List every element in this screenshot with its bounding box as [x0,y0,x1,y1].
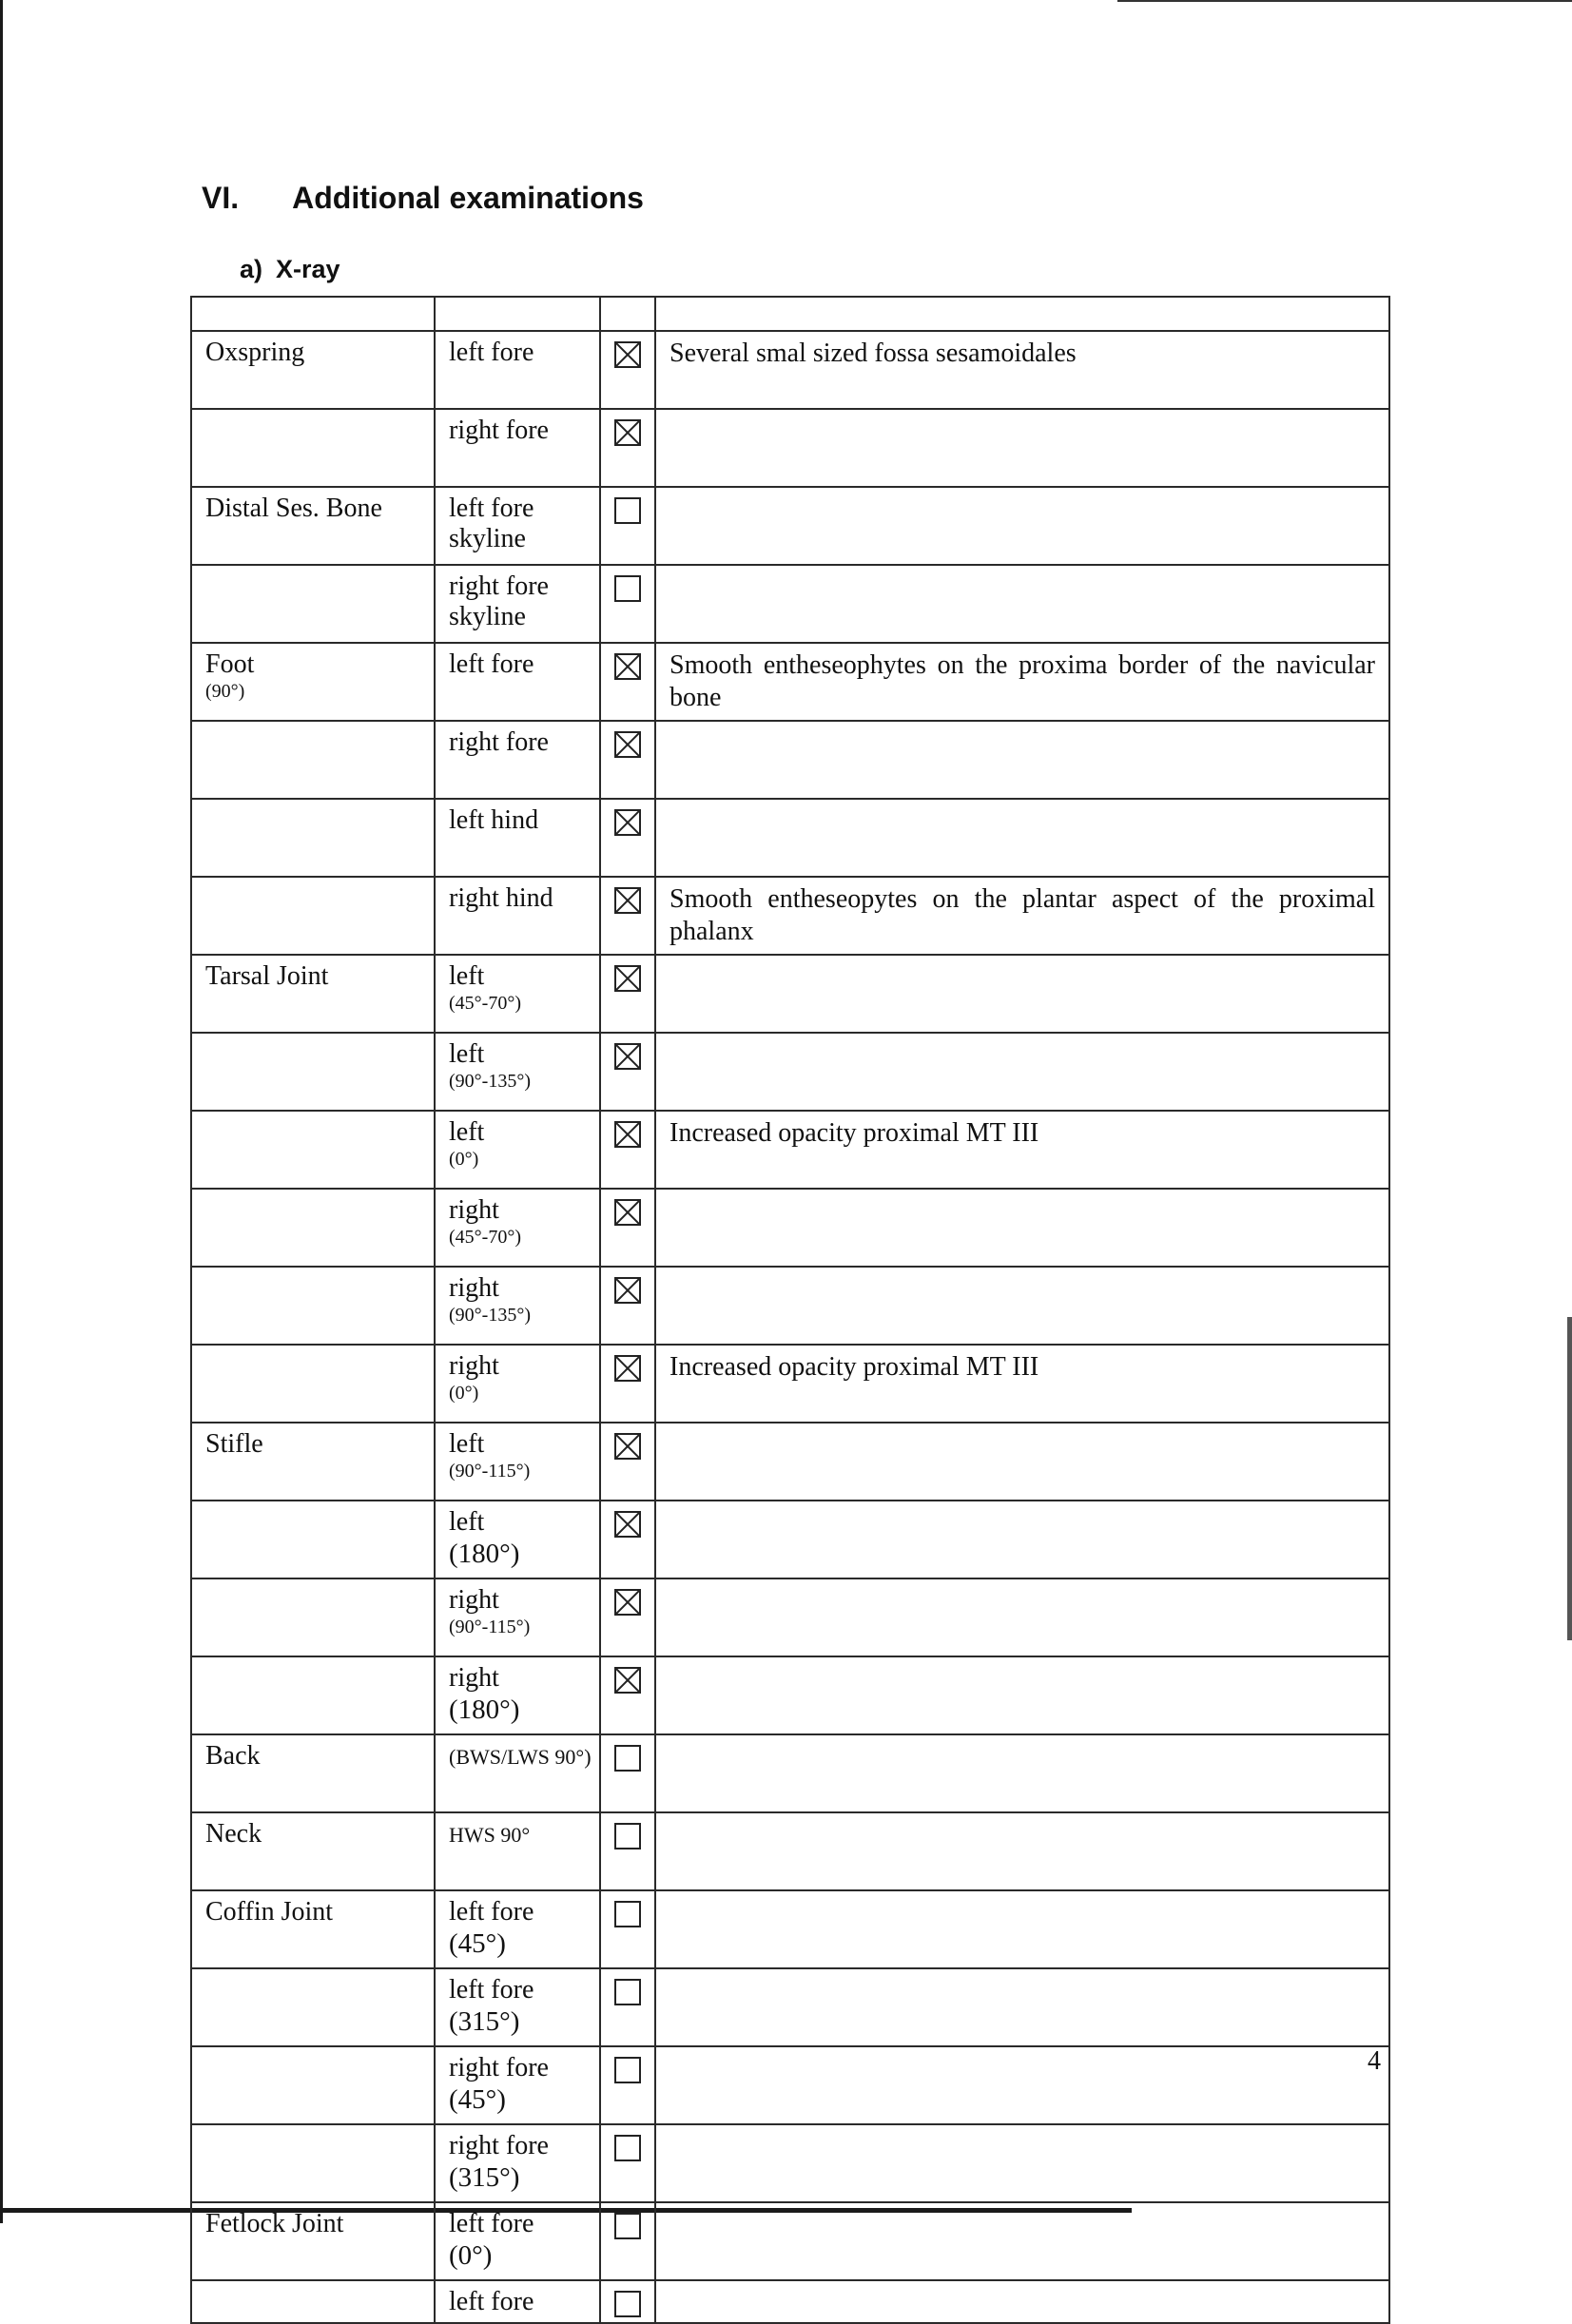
finding-cell [655,1345,1389,1423]
finding-cell [655,1423,1389,1501]
empty-checkbox-icon[interactable] [614,2213,641,2239]
checked-checkbox-icon[interactable] [614,1199,641,1226]
view-label: left fore skyline [449,494,534,553]
table-row [191,1578,1389,1656]
view-label: right fore [449,2053,549,2082]
checkbox-cell [600,1578,655,1656]
table-row [191,721,1389,799]
checkbox-cell [600,2046,655,2124]
checked-checkbox-icon[interactable] [614,1433,641,1460]
checkbox-cell [600,1189,655,1267]
finding-cell [655,955,1389,1033]
finding-cell [655,331,1389,409]
view-label: right fore [449,416,549,445]
checked-checkbox-icon[interactable] [614,341,641,368]
view-label: left [449,961,485,991]
view-angle: (315°) [449,2162,520,2193]
finding-cell [655,1890,1389,1968]
checkbox-cell [600,2280,655,2323]
view-cell [435,2046,600,2124]
finding-text: Smooth entheseopytes on the plantar aspect of the proximal phalanx [670,884,1375,946]
region-cell [191,721,435,799]
region-cell [191,2124,435,2202]
table-row [191,799,1389,877]
checked-checkbox-icon[interactable] [614,887,641,914]
checked-checkbox-icon[interactable] [614,653,641,680]
region-label: Oxspring [205,338,305,367]
finding-cell [655,1501,1389,1578]
view-cell [435,1111,600,1189]
checkbox-cell [600,721,655,799]
empty-checkbox-icon[interactable] [614,575,641,602]
checkbox-cell [600,565,655,643]
region-cell [191,799,435,877]
finding-text: Smooth entheseophytes on the proxima border of the navicular bone [670,650,1375,712]
view-angle: (90°-115°) [449,1461,531,1482]
region-angle: (90°) [205,681,245,702]
view-label: left fore [449,338,534,367]
view-label: right hind [449,883,553,913]
checkbox-cell [600,2124,655,2202]
empty-checkbox-icon[interactable] [614,2291,641,2317]
view-angle: (90°-115°) [449,1617,531,1637]
finding-cell [655,1968,1389,2046]
checkbox-cell [600,799,655,877]
view-label: left fore [449,2287,534,2316]
view-cell [435,643,600,721]
table-row [191,331,1389,409]
table-row [191,487,1389,565]
finding-text: Increased opacity proximal MT III [670,1352,1039,1382]
subsection-heading [240,255,340,284]
table-header-row [191,297,1389,331]
region-cell [191,1501,435,1578]
table-row [191,1890,1389,1968]
empty-checkbox-icon[interactable] [614,1823,641,1850]
view-label: right fore [449,2131,549,2160]
checkbox-cell [600,1890,655,1968]
view-label: right [449,1195,499,1225]
region-label: Distal Ses. Bone [205,494,382,523]
finding-cell [655,877,1389,955]
checkbox-cell [600,409,655,487]
checkbox-cell [600,643,655,721]
table-row [191,565,1389,643]
region-cell [191,1111,435,1189]
subsection-letter: a) [240,255,263,283]
region-cell [191,2202,435,2280]
view-label: left [449,1039,485,1069]
empty-checkbox-icon[interactable] [614,1979,641,2005]
region-cell [191,1968,435,2046]
view-cell [435,487,600,565]
table-row [191,1345,1389,1423]
region-cell [191,1267,435,1345]
checkbox-cell [600,2202,655,2280]
checked-checkbox-icon[interactable] [614,419,641,446]
view-cell [435,1501,600,1578]
region-cell [191,331,435,409]
view-angle: (0°) [449,2240,493,2271]
view-angle: (0°) [449,1149,479,1170]
view-cell [435,1812,600,1890]
checkbox-cell [600,1033,655,1111]
view-label: left fore [449,1975,534,2004]
region-cell [191,955,435,1033]
header-cell [600,297,655,331]
view-label: left hind [449,805,539,835]
view-label: left [449,1507,485,1537]
view-cell [435,1267,600,1345]
region-label: Foot [205,649,255,679]
finding-cell [655,2124,1389,2202]
view-cell [435,1890,600,1968]
empty-checkbox-icon[interactable] [614,497,641,524]
checkbox-cell [600,1968,655,2046]
checkbox-cell [600,1734,655,1812]
table-row [191,1501,1389,1578]
table-row [191,1734,1389,1812]
region-cell [191,1423,435,1501]
region-cell [191,2046,435,2124]
subsection-title: X-ray [276,255,340,283]
region-cell [191,1656,435,1734]
xray-table [190,296,1390,2324]
table-row [191,409,1389,487]
page-number: 4 [1368,2046,1381,2076]
region-label: Stifle [205,1429,263,1459]
empty-checkbox-icon[interactable] [614,1901,641,1927]
region-cell [191,643,435,721]
header-cell [435,297,600,331]
view-angle: (90°-135°) [449,1305,531,1326]
view-cell [435,1734,600,1812]
view-label: right [449,1351,499,1381]
view-label: right fore skyline [449,571,549,631]
table-row [191,1812,1389,1890]
view-cell [435,2202,600,2280]
finding-cell [655,409,1389,487]
section-title: Additional examinations [292,181,644,215]
region-cell [191,1189,435,1267]
region-cell [191,1890,435,1968]
checkbox-cell [600,1345,655,1423]
finding-cell [655,1656,1389,1734]
header-cell [191,297,435,331]
finding-cell [655,487,1389,565]
empty-checkbox-icon[interactable] [614,1745,641,1772]
checked-checkbox-icon[interactable] [614,965,641,992]
view-cell [435,331,600,409]
view-angle: (315°) [449,2006,520,2037]
region-cell [191,1812,435,1890]
view-cell [435,1656,600,1734]
region-cell [191,877,435,955]
table-row [191,2124,1389,2202]
finding-cell [655,1189,1389,1267]
table-row [191,877,1389,955]
scan-right-mark [1567,1317,1572,1640]
view-cell [435,799,600,877]
table-row [191,2046,1389,2124]
view-cell [435,2280,600,2323]
checkbox-cell [600,1501,655,1578]
region-cell [191,2280,435,2323]
table-row [191,1968,1389,2046]
view-label: left [449,1117,485,1147]
region-label: Coffin Joint [205,1897,334,1927]
view-cell [435,409,600,487]
scan-top-rule [1117,0,1572,2]
view-angle: (45°-70°) [449,1227,521,1248]
finding-cell [655,1578,1389,1656]
view-angle: (45°-70°) [449,993,521,1014]
finding-cell [655,1812,1389,1890]
view-label: left [449,1429,485,1459]
region-cell [191,487,435,565]
view-angle: (90°-135°) [449,1071,531,1092]
view-cell [435,1968,600,2046]
scan-left-edge [0,0,3,2223]
checked-checkbox-icon[interactable] [614,1043,641,1070]
section-number: VI. [202,181,240,215]
region-cell [191,1734,435,1812]
finding-cell [655,1734,1389,1812]
finding-cell [655,2202,1389,2280]
region-label: Tarsal Joint [205,961,329,991]
region-label: Back [205,1741,261,1771]
table-row [191,1033,1389,1111]
finding-cell [655,1033,1389,1111]
section-heading [202,181,644,216]
finding-cell [655,799,1389,877]
view-cell [435,2124,600,2202]
view-label: right [449,1663,499,1693]
view-cell [435,1423,600,1501]
region-label: Fetlock Joint [205,2209,344,2238]
checkbox-cell [600,877,655,955]
checkbox-cell [600,487,655,565]
view-angle: (180°) [449,1695,520,1725]
finding-cell [655,2046,1389,2124]
table-row [191,1423,1389,1501]
table-row [191,2280,1389,2323]
view-label: right fore [449,727,549,757]
table-row [191,1656,1389,1734]
table-row [191,955,1389,1033]
table-row [191,2202,1389,2280]
view-label: left fore [449,2209,534,2238]
checkbox-cell [600,1423,655,1501]
table-row [191,1189,1389,1267]
view-label: right [449,1585,499,1615]
checked-checkbox-icon[interactable] [614,1589,641,1616]
finding-text: Several smal sized fossa sesamoidales [670,339,1077,368]
table-row [191,643,1389,721]
table-row [191,1267,1389,1345]
region-label: Neck [205,1819,262,1849]
view-label: left fore [449,1897,534,1927]
view-cell [435,877,600,955]
checked-checkbox-icon[interactable] [614,809,641,836]
empty-checkbox-icon[interactable] [614,2057,641,2083]
checkbox-cell [600,1267,655,1345]
header-cell [655,297,1389,331]
view-cell [435,1345,600,1423]
finding-cell [655,1111,1389,1189]
empty-checkbox-icon[interactable] [614,2135,641,2161]
finding-cell [655,1267,1389,1345]
finding-cell [655,643,1389,721]
finding-cell [655,721,1389,799]
view-label: (BWS/LWS 90°) [449,1745,592,1769]
checkbox-cell [600,955,655,1033]
view-cell [435,721,600,799]
checkbox-cell [600,1812,655,1890]
checked-checkbox-icon[interactable] [614,1355,641,1382]
region-cell [191,1345,435,1423]
finding-cell [655,565,1389,643]
view-label: HWS 90° [449,1823,531,1847]
view-cell [435,1578,600,1656]
view-cell [435,1189,600,1267]
checked-checkbox-icon[interactable] [614,731,641,758]
view-angle: (180°) [449,1539,520,1569]
table-row [191,1111,1389,1189]
region-cell [191,409,435,487]
checkbox-cell [600,1111,655,1189]
view-label: right [449,1273,499,1303]
view-cell [435,565,600,643]
checkbox-cell [600,331,655,409]
region-cell [191,565,435,643]
finding-text: Increased opacity proximal MT III [670,1118,1039,1148]
view-cell [435,955,600,1033]
finding-cell [655,2280,1389,2323]
view-label: left fore [449,649,534,679]
region-cell [191,1033,435,1111]
view-cell [435,1033,600,1111]
region-cell [191,1578,435,1656]
checked-checkbox-icon[interactable] [614,1667,641,1694]
view-angle: (45°) [449,2084,506,2115]
view-angle: (0°) [449,1383,479,1404]
checked-checkbox-icon[interactable] [614,1121,641,1148]
checked-checkbox-icon[interactable] [614,1511,641,1538]
checkbox-cell [600,1656,655,1734]
checked-checkbox-icon[interactable] [614,1277,641,1304]
view-angle: (45°) [449,1928,506,1959]
